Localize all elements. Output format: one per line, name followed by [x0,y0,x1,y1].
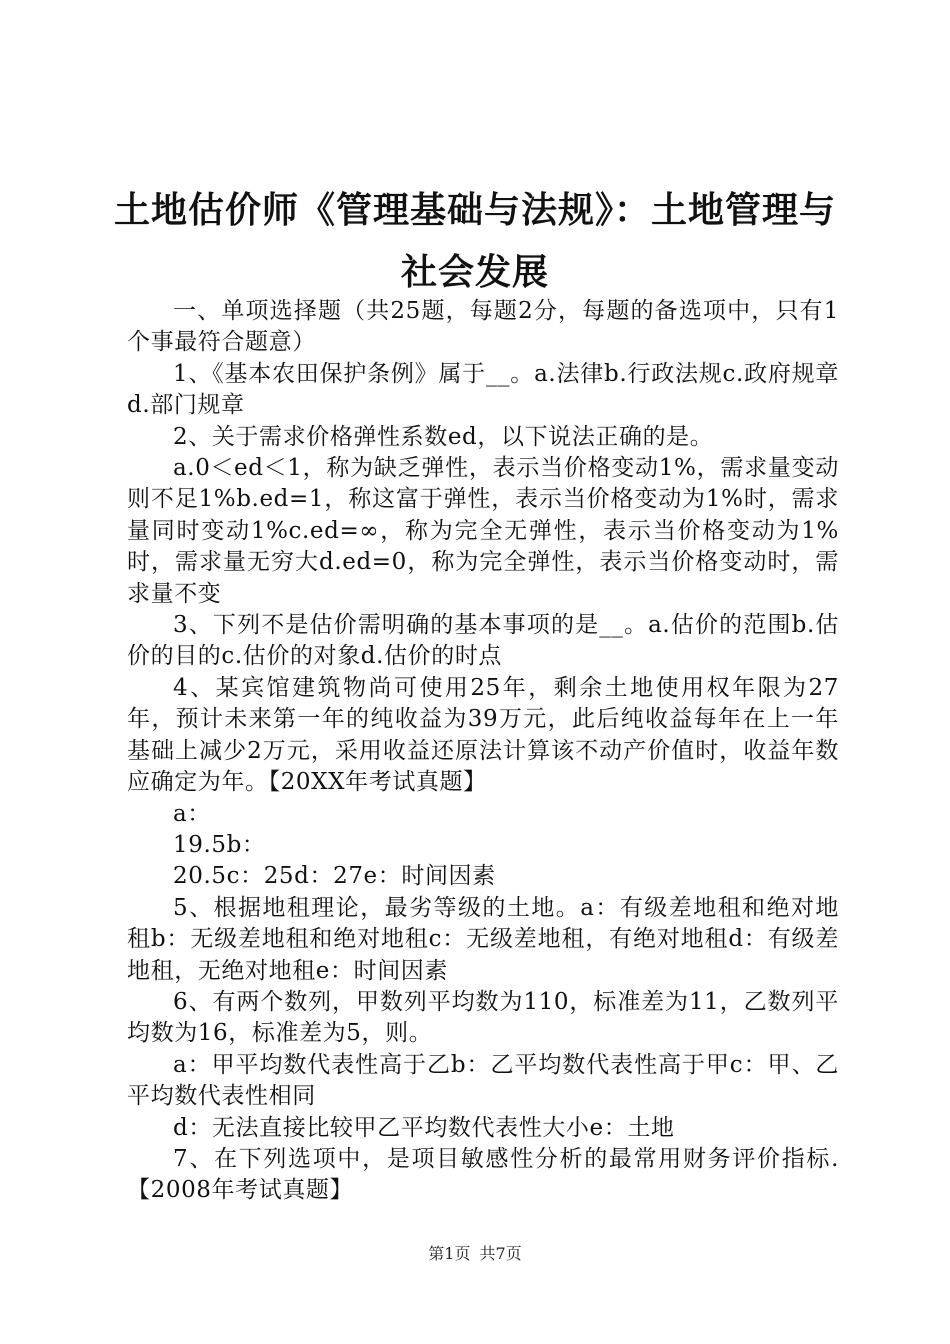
paragraph-question-6-options-abc: a：甲平均数代表性高于乙b：乙平均数代表性高于甲c：甲、乙平均数代表性相同 [127,1051,839,1110]
title-line-2: 社会发展 [400,252,549,293]
paragraph-question-5: 5、根据地租理论，最劣等级的土地。a：有级差地租和绝对地租b：无级差地租和绝对地租c：无级差地租，有绝对地租d：有级差地租，无绝对地租e：时间因素 [127,894,839,984]
page-footer [0,1243,950,1265]
page-number: 第1页 [428,1244,471,1263]
paragraph-question-2: 2、关于需求价格弹性系数ed，以下说法正确的是。 [173,423,714,450]
document-title [110,180,840,304]
paragraph-instructions: 一、单项选择题（共25题，每题2分，每题的备选项中，只有1个事最符合题意） [127,298,839,356]
paragraph-question-4: 4、某宾馆建筑物尚可使用25年，剩余土地使用权年限为27年，预计未来第一年的纯收益为39万元，此后纯收益每年在上一年基础上减少2万元，采用收益还原法计算该不动产价值时，收益年数应确定为年。【20XX年考试真题】 [127,674,839,796]
paragraph-question-4-option-a: a： [173,800,211,827]
page-total: 共7页 [479,1244,522,1263]
paragraph-question-6-options-de: d：无法直接比较甲乙平均数代表性大小e：土地 [173,1114,675,1141]
paragraph-question-3: 3、下列不是估价需明确的基本事项的是__。a.估价的范围b.估价的目的c.估价的对象d.估价的时点 [127,612,839,670]
document-body [127,296,839,1207]
paragraph-question-6: 6、有两个数列，甲数列平均数为110，标准差为11，乙数列平均数为16，标准差为5，则。 [127,988,839,1047]
paragraph-question-7: 7、在下列选项中，是项目敏感性分析的最常用财务评价指标.【2008年考试真题】 [127,1145,839,1204]
title-line-1: 土地估价师《管理基础与法规》：土地管理与 [113,190,836,231]
paragraph-question-4-option-b: 19.5b： [173,831,266,858]
paragraph-question-4-options-rest: 20.5c：25d：27e：时间因素 [173,863,496,890]
paragraph-question-2-options: a.0＜ed＜1，称为缺乏弹性，表示当价格变动1%，需求量变动则不足1%b.ed=1，称这富于弹性，表示当价格变动为1%时，需求量同时变动1%c.ed=∞，称为完全无弹性，表示当价格变动为1%时，需求量无穷大d.ed=0，称为完全弹性，表示当价格变动时，需求量不变 [127,455,839,607]
paragraph-question-1: 1、《基本农田保护条例》属于__。a.法律b.行政法规c.政府规章d.部门规章 [127,360,839,419]
